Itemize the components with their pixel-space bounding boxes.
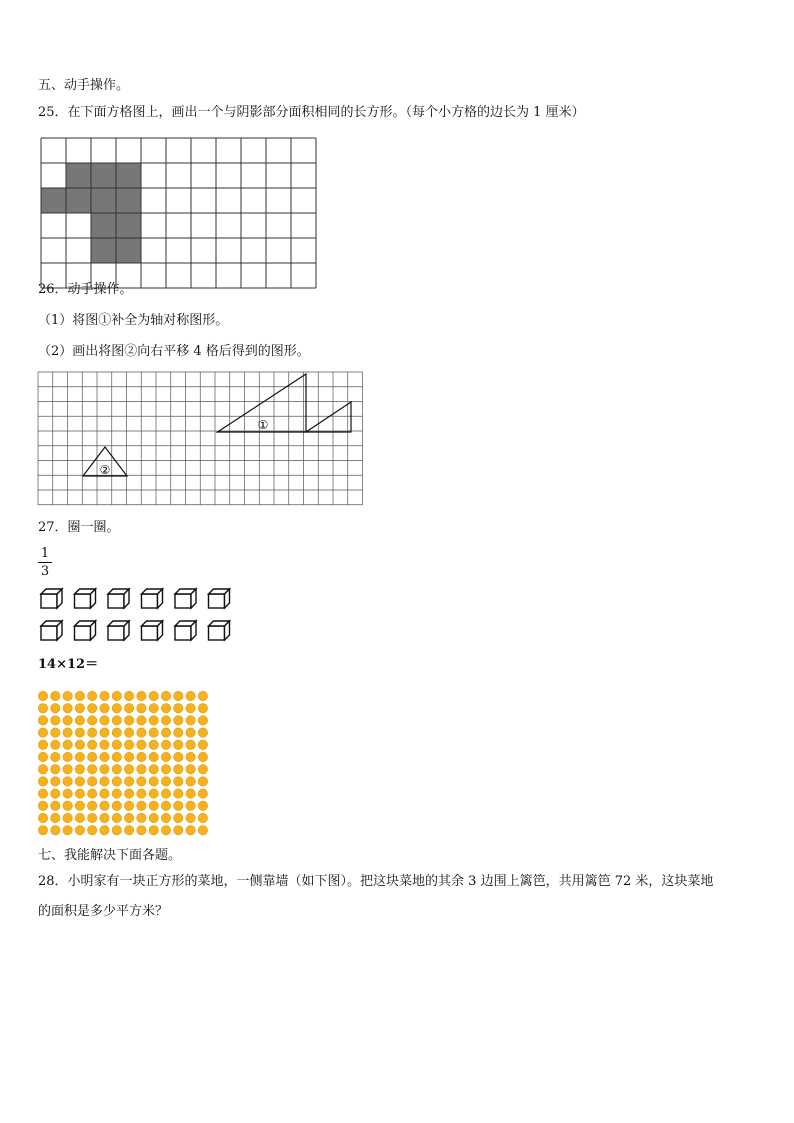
shaded-cell: [91, 213, 116, 238]
dot: [186, 728, 195, 737]
question-27-text: 27．圈一圈。: [38, 520, 120, 535]
shaded-cell: [116, 238, 141, 263]
dot: [137, 801, 146, 810]
dot: [88, 801, 97, 810]
dot: [186, 691, 195, 700]
fraction-one-third: [38, 546, 52, 579]
dot: [149, 716, 158, 725]
dot: [63, 813, 72, 822]
dot: [112, 826, 121, 835]
dot: [63, 789, 72, 798]
dot: [198, 704, 207, 713]
dot: [198, 813, 207, 822]
dot: [124, 765, 133, 774]
dot: [186, 813, 195, 822]
shaded-cell: [41, 188, 66, 213]
dot: [137, 704, 146, 713]
cube-array: [40, 588, 240, 648]
dot: [198, 728, 207, 737]
dot: [124, 789, 133, 798]
dot: [63, 777, 72, 786]
dot: [112, 752, 121, 761]
dot: [38, 777, 47, 786]
dot: [75, 691, 84, 700]
dot: [63, 752, 72, 761]
dot: [38, 813, 47, 822]
dot: [161, 813, 170, 822]
dot: [186, 765, 195, 774]
dot: [198, 691, 207, 700]
question-28-line-2: 的面积是多少平方米？: [38, 904, 169, 919]
dot: [112, 765, 121, 774]
dot: [100, 704, 109, 713]
figure-1-small-triangle: [306, 402, 351, 432]
dot: [137, 752, 146, 761]
dot: [88, 752, 97, 761]
dot: [137, 716, 146, 725]
dot: [137, 813, 146, 822]
dot: [100, 789, 109, 798]
question-26-part-2: （2）画出将图②向右平移 4 格后得到的图形。: [38, 344, 310, 359]
dot-array: [36, 690, 212, 838]
fraction-numerator: 1: [40, 546, 50, 561]
dot: [174, 765, 183, 774]
dot: [38, 765, 47, 774]
dot: [137, 740, 146, 749]
dot: [149, 813, 158, 822]
figure-2-label: ②: [99, 463, 111, 477]
dot: [198, 777, 207, 786]
dot: [100, 716, 109, 725]
dot: [38, 728, 47, 737]
dot: [88, 826, 97, 835]
dot: [88, 765, 97, 774]
dot: [124, 826, 133, 835]
figure-1-label: ①: [257, 418, 269, 432]
dot: [38, 789, 47, 798]
shaded-cell: [116, 163, 141, 188]
dot: [38, 801, 47, 810]
dot: [186, 801, 195, 810]
dot: [88, 728, 97, 737]
question-26-part-1: （1）将图①补全为轴对称图形。: [38, 313, 229, 328]
dot: [51, 789, 60, 798]
dot: [63, 716, 72, 725]
shaded-cell: [116, 188, 141, 213]
dot: [149, 728, 158, 737]
dot: [137, 777, 146, 786]
dot: [63, 801, 72, 810]
cube: [41, 589, 62, 608]
dot: [75, 728, 84, 737]
dot: [51, 740, 60, 749]
cube: [75, 621, 96, 640]
dot: [88, 704, 97, 713]
dot: [174, 801, 183, 810]
dot: [112, 813, 121, 822]
dot: [51, 691, 60, 700]
section-five-title: 五、动手操作。: [38, 78, 130, 93]
dot: [38, 716, 47, 725]
dot: [100, 752, 109, 761]
dot: [88, 691, 97, 700]
dot: [161, 691, 170, 700]
dot: [51, 704, 60, 713]
dot: [149, 740, 158, 749]
cube: [41, 621, 62, 640]
dot: [149, 801, 158, 810]
cube: [209, 589, 230, 608]
dot: [51, 728, 60, 737]
dot: [124, 704, 133, 713]
dot: [174, 826, 183, 835]
dot: [75, 716, 84, 725]
dot: [100, 826, 109, 835]
question-28-line-1: 28．小明家有一块正方形的菜地，一侧靠墙（如下图）。把这块菜地的其余 3 边围上篱笆，共用篱笆 72 米，这块菜地: [38, 874, 714, 889]
dot: [100, 777, 109, 786]
dot: [88, 740, 97, 749]
dot: [137, 789, 146, 798]
dot: [63, 691, 72, 700]
dot: [112, 728, 121, 737]
dot: [161, 765, 170, 774]
dot: [38, 740, 47, 749]
dot: [63, 704, 72, 713]
dot: [51, 765, 60, 774]
cube: [75, 589, 96, 608]
cube: [108, 621, 129, 640]
dot: [198, 752, 207, 761]
shaded-cell: [91, 163, 116, 188]
dot: [161, 777, 170, 786]
multiplication-expression: 14×12＝: [38, 657, 99, 672]
q25-square-grid: [40, 137, 318, 265]
dot: [161, 740, 170, 749]
dot: [88, 777, 97, 786]
dot: [88, 716, 97, 725]
dot: [198, 789, 207, 798]
cube: [142, 589, 163, 608]
dot: [149, 789, 158, 798]
dot: [137, 691, 146, 700]
dot: [174, 789, 183, 798]
dot: [75, 777, 84, 786]
cube: [175, 621, 196, 640]
dot: [124, 752, 133, 761]
dot: [186, 740, 195, 749]
dot: [75, 704, 84, 713]
dot: [174, 704, 183, 713]
dot: [88, 813, 97, 822]
cube: [175, 589, 196, 608]
dot: [124, 716, 133, 725]
dot: [112, 716, 121, 725]
question-25-text: 25．在下面方格图上，画出一个与阴影部分面积相同的长方形。（每个小方格的边长为 1 厘米）: [38, 105, 585, 120]
dot: [51, 813, 60, 822]
cube: [209, 621, 230, 640]
shaded-cell: [91, 188, 116, 213]
dot: [198, 765, 207, 774]
dot: [63, 740, 72, 749]
dot: [112, 789, 121, 798]
dot: [186, 826, 195, 835]
dot: [63, 728, 72, 737]
dot: [51, 826, 60, 835]
dot: [112, 801, 121, 810]
dot: [186, 704, 195, 713]
dot: [100, 728, 109, 737]
dot: [75, 801, 84, 810]
dot: [186, 789, 195, 798]
fraction-bar: [38, 562, 52, 563]
dot: [124, 691, 133, 700]
dot: [75, 765, 84, 774]
dot: [75, 826, 84, 835]
dot: [174, 740, 183, 749]
cube: [108, 589, 129, 608]
dot: [161, 704, 170, 713]
dot: [100, 813, 109, 822]
dot: [149, 691, 158, 700]
dot: [100, 765, 109, 774]
dot: [137, 728, 146, 737]
dot: [38, 752, 47, 761]
dot: [186, 777, 195, 786]
fraction-denominator: 3: [40, 564, 50, 579]
dot: [38, 704, 47, 713]
dot: [174, 813, 183, 822]
dot: [124, 813, 133, 822]
dot: [161, 789, 170, 798]
dot: [75, 813, 84, 822]
dot: [63, 765, 72, 774]
question-26-text: 26．动手操作。: [38, 282, 133, 297]
dot: [137, 765, 146, 774]
dot: [88, 789, 97, 798]
dot: [149, 752, 158, 761]
dot: [51, 752, 60, 761]
dot: [186, 752, 195, 761]
dot: [174, 728, 183, 737]
dot: [174, 777, 183, 786]
shaded-cell: [66, 188, 91, 213]
dot: [112, 740, 121, 749]
dot: [186, 716, 195, 725]
q26-square-grid: [38, 372, 368, 508]
dot: [161, 801, 170, 810]
dot: [198, 740, 207, 749]
dot: [112, 777, 121, 786]
dot: [149, 777, 158, 786]
dot: [174, 691, 183, 700]
dot: [38, 826, 47, 835]
dot: [161, 826, 170, 835]
dot: [149, 765, 158, 774]
dot: [149, 826, 158, 835]
dot: [124, 801, 133, 810]
dot: [161, 716, 170, 725]
dot: [198, 801, 207, 810]
dot: [112, 691, 121, 700]
dot: [124, 740, 133, 749]
dot: [75, 752, 84, 761]
dot: [75, 789, 84, 798]
dot: [198, 826, 207, 835]
dot: [161, 728, 170, 737]
cube: [142, 621, 163, 640]
dot: [100, 801, 109, 810]
dot: [63, 826, 72, 835]
dot: [161, 752, 170, 761]
dot: [51, 777, 60, 786]
shaded-cell: [116, 213, 141, 238]
dot: [112, 704, 121, 713]
shaded-cell: [91, 238, 116, 263]
dot: [100, 740, 109, 749]
dot: [124, 728, 133, 737]
dot: [75, 740, 84, 749]
section-seven-title: 七、我能解决下面各题。: [38, 848, 182, 863]
dot: [100, 691, 109, 700]
dot: [38, 691, 47, 700]
dot: [124, 777, 133, 786]
dot: [198, 716, 207, 725]
dot: [174, 752, 183, 761]
dot: [137, 826, 146, 835]
dot: [149, 704, 158, 713]
dot: [51, 801, 60, 810]
dot: [51, 716, 60, 725]
shaded-cell: [66, 163, 91, 188]
dot: [174, 716, 183, 725]
